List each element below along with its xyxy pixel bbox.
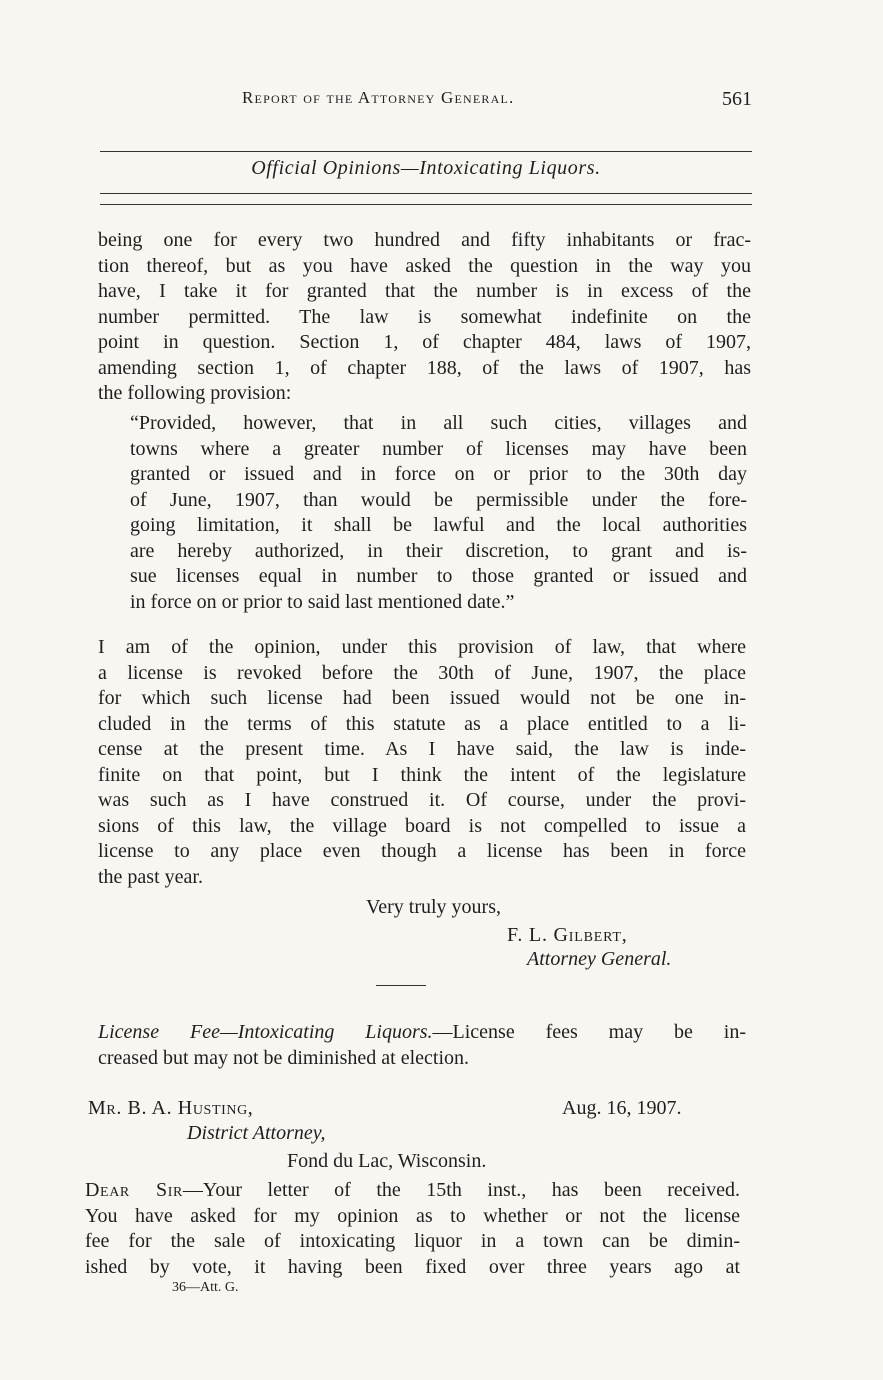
body-paragraph-1 bbox=[98, 228, 751, 407]
text-line: in force on or prior to said last mentioned date.” bbox=[130, 590, 515, 613]
salutation: Dear Sir bbox=[85, 1179, 183, 1201]
addressee-name: Mr. B. A. Husting, bbox=[88, 1097, 254, 1119]
text-line: the following provision: bbox=[98, 382, 292, 404]
syllabus-text: —License fees may be in- bbox=[432, 1021, 746, 1043]
signer-title: Attorney General. bbox=[527, 948, 672, 970]
addressee-place: Fond du Lac, Wisconsin. bbox=[287, 1150, 487, 1172]
letter-date: Aug. 16, 1907. bbox=[562, 1097, 682, 1119]
text-line: tion thereof, but as you have asked the question in the way you bbox=[98, 254, 751, 277]
text-line: for which such license had been issued would not be one in- bbox=[98, 687, 746, 709]
opinion-syllabus bbox=[98, 1020, 746, 1071]
body-paragraph-2 bbox=[98, 635, 746, 890]
text-line: finite on that point, but I think the intent of the legislature bbox=[98, 763, 746, 786]
text-line: fee for the sale of intoxicating liquor in a town can be dimin- bbox=[85, 1230, 740, 1252]
text-line: “Provided, however, that in all such cities, villages and bbox=[130, 412, 747, 434]
text-line: granted or issued and in force on or prior to the 30th day bbox=[130, 463, 747, 485]
text-line: have, I take it for granted that the number is in excess of the bbox=[98, 280, 751, 302]
text-line: license to any place even though a license has been in force bbox=[98, 840, 746, 862]
text-line: sions of this law, the village board is not compelled to issue a bbox=[98, 814, 746, 837]
text-line: towns where a greater number of licenses may have been bbox=[130, 437, 747, 460]
text-line: being one for every two hundred and fifty inhabitants or frac- bbox=[98, 229, 751, 251]
text-line: cluded in the terms of this statute as a place entitled to a li- bbox=[98, 712, 746, 735]
header-rule-bottom bbox=[100, 193, 752, 194]
text-line bbox=[98, 1020, 746, 1046]
syllabus-heading: License Fee—Intoxicating Liquors. bbox=[98, 1021, 433, 1043]
statute-quote bbox=[130, 411, 747, 615]
text-line: amending section 1, of chapter 188, of the laws of 1907, has bbox=[98, 356, 751, 379]
sign-off: Very truly yours, bbox=[366, 896, 501, 918]
page-number: 561 bbox=[722, 88, 752, 110]
addressee-title: District Attorney, bbox=[187, 1122, 326, 1144]
signature-mark: 36—Att. G. bbox=[172, 1280, 239, 1295]
header-rule-double bbox=[100, 204, 752, 205]
text-line: sue licenses equal in number to those granted or issued and bbox=[130, 565, 747, 587]
text-line: creased but may not be diminished at election. bbox=[98, 1046, 469, 1069]
letter-body bbox=[85, 1178, 740, 1280]
text-line: You have asked for my opinion as to whether or not the license bbox=[85, 1204, 740, 1227]
text-line: are hereby authorized, in their discretion, to grant and is- bbox=[130, 539, 747, 562]
text-line: cense at the present time. As I have said, the law is inde- bbox=[98, 738, 746, 760]
header-rule-top bbox=[100, 151, 752, 152]
section-title: Official Opinions—Intoxicating Liquors. bbox=[251, 157, 601, 179]
running-head bbox=[100, 88, 752, 118]
text-line: going limitation, it shall be lawful and the local authorities bbox=[130, 514, 747, 536]
text-line bbox=[85, 1178, 740, 1204]
text-line: I am of the opinion, under this provision of law, that where bbox=[98, 636, 746, 658]
running-title: Report of the Attorney General. bbox=[242, 88, 515, 107]
text-line: the past year. bbox=[98, 865, 203, 888]
signer-name: F. L. Gilbert, bbox=[507, 924, 628, 946]
section-divider bbox=[376, 985, 426, 986]
text-line: number permitted. The law is somewhat indefinite on the bbox=[98, 305, 751, 328]
text-line: was such as I have construed it. Of course, under the provi- bbox=[98, 789, 746, 811]
text-line: of June, 1907, than would be permissible under the fore- bbox=[130, 488, 747, 511]
text-line: ished by vote, it having been fixed over three years ago at bbox=[85, 1255, 740, 1278]
text-line: point in question. Section 1, of chapter 484, laws of 1907, bbox=[98, 331, 751, 353]
letter-text: —Your letter of the 15th inst., has been received. bbox=[182, 1179, 740, 1201]
text-line: a license is revoked before the 30th of June, 1907, the place bbox=[98, 661, 746, 684]
